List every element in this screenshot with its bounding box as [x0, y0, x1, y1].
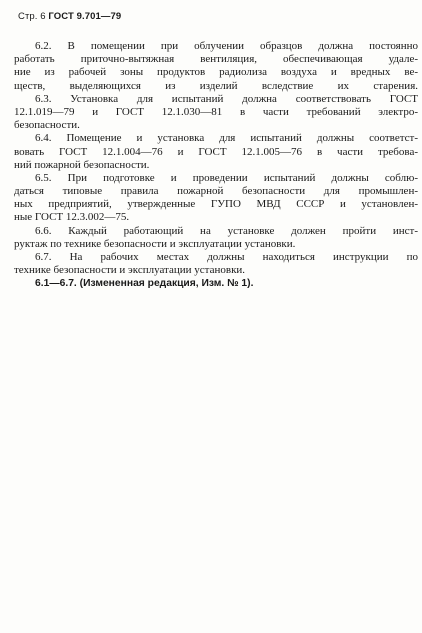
text-line: ных предприятий, утвержденные ГУПО МВД СССР и установлен- [14, 198, 418, 211]
page-number: Стр. 6 [18, 11, 46, 22]
paragraph-6-6 [14, 225, 418, 251]
text-line: 6.5. При подготовке и проведении испытаний должны соблю- [35, 171, 418, 184]
text-line: ний пожарной безопасности. [14, 158, 150, 171]
paragraph-6-4 [14, 132, 418, 172]
text-line: ществ, выделяющихся из изделий вследствие их старения. [14, 79, 418, 92]
text-line: безопасности. [14, 119, 80, 132]
paragraph-6-5 [14, 172, 418, 225]
text-line: 6.3. Установка для испытаний должна соответствовать ГОСТ [35, 92, 418, 105]
paragraph-6-7 [14, 251, 418, 277]
text-line: вовать ГОСТ 12.1.004—76 и ГОСТ 12.1.005—76 в части требова- [14, 145, 418, 158]
text-line: руктаж по технике безопасности и эксплуатации установки. [14, 237, 296, 250]
page-header [18, 11, 121, 22]
text-line: 6.7. На рабочих местах должны находиться инструкции по [35, 251, 418, 263]
text-line: работать приточно-вытяжная вентиляция, обеспечивающая удале- [14, 53, 418, 66]
paragraph-6-2 [14, 40, 418, 93]
document-body [14, 40, 418, 291]
standard-code: ГОСТ 9.701—79 [48, 11, 122, 22]
text-line: ние из рабочей зоны продуктов радиолиза воздуха и вредных ве- [14, 66, 418, 79]
text-line: даться типовые правила пожарной безопасности для промышлен- [14, 185, 418, 198]
text-line: ные ГОСТ 12.3.002—75. [14, 211, 130, 224]
paragraph-6-3 [14, 93, 418, 133]
amendment-note: 6.1—6.7. (Измененная редакция, Изм. № 1). [35, 278, 254, 290]
text-line: 6.4. Помещение и установка для испытаний должны соответст- [35, 132, 418, 145]
text-line: 12.1.019—79 и ГОСТ 12.1.030—81 в части требований электро- [14, 105, 418, 118]
text-line: 6.2. В помещении при облучении образцов должна постоянно [35, 40, 418, 52]
text-line: 6.6. Каждый работающий на установке должен пройти инст- [35, 224, 418, 237]
text-line: технике безопасности и эксплуатации установки. [14, 264, 246, 277]
